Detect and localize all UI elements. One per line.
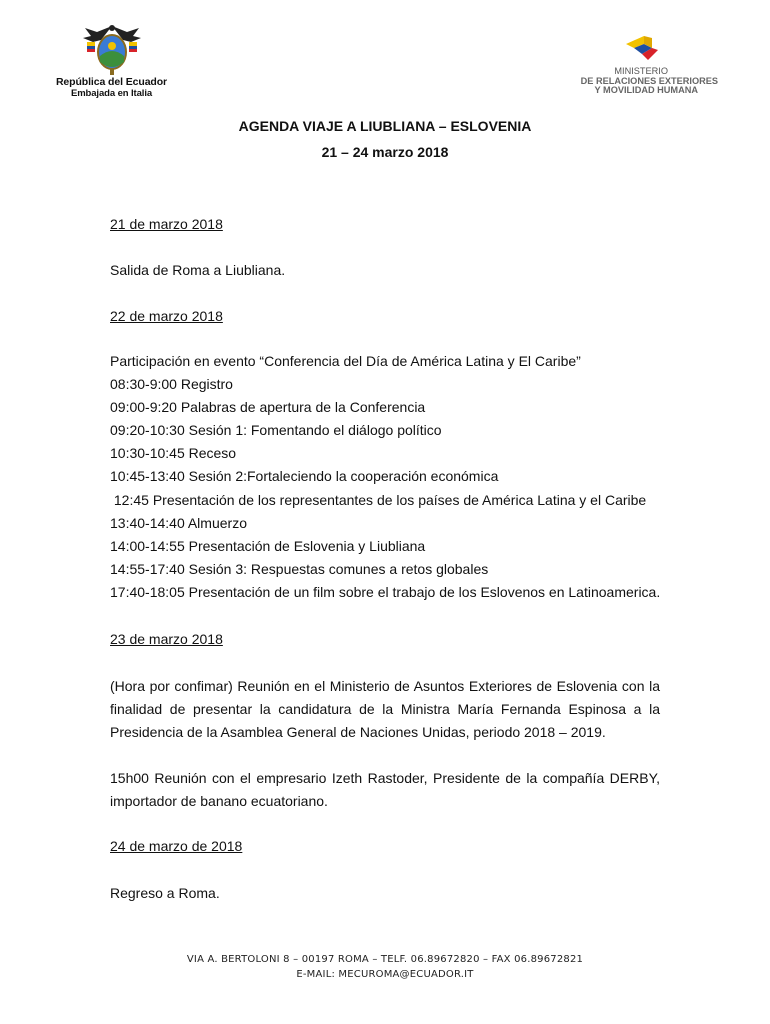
agenda-item: 13:40-14:40 Almuerzo: [110, 515, 247, 531]
ministry-line-2: DE RELACIONES EXTERIORES: [580, 75, 718, 86]
footer-email: E-MAIL: MECUROMA@ECUADOR.IT: [296, 969, 474, 980]
embassy-country: República del Ecuador: [55, 76, 168, 88]
day-heading: 22 de marzo 2018: [110, 308, 223, 324]
coat-of-arms-icon: [77, 22, 147, 76]
day-heading: 21 de marzo 2018: [110, 216, 223, 232]
agenda-item: 09:00-9:20 Palabras de apertura de la Conferencia: [110, 399, 426, 415]
day-heading: 24 de marzo de 2018: [110, 838, 243, 854]
agenda-item: Participación en evento “Conferencia del Día de América Latina y El Caribe”: [110, 353, 581, 369]
footer-address: VIA A. BERTOLONI 8 – 00197 ROMA – TELF. 06.89672820 – FAX 06.89672821: [186, 954, 584, 965]
agenda-item: 12:45 Presentación de los representantes de los países de América Latina y el Caribe: [110, 492, 647, 508]
embassy-name: Embajada en Italia: [70, 88, 153, 99]
agenda-item: 10:45-13:40 Sesión 2:Fortaleciendo la cooperación económica: [110, 468, 499, 484]
ministry-line-3: Y MOVILIDAD HUMANA: [594, 85, 698, 95]
ministry-line-1: MINISTERIO: [614, 66, 668, 76]
ministry-emblem-icon: [622, 34, 660, 68]
agenda-item: 10:30-10:45 Receso: [110, 445, 237, 461]
agenda-item: Presidencia de la Asamblea General de Naciones Unidas, periodo 2018 – 2019.: [110, 724, 606, 740]
agenda-item: 17:40-18:05 Presentación de un film sobre el trabajo de los Eslovenos en Latinoamerica.: [110, 584, 661, 600]
agenda-item: 08:30-9:00 Registro: [110, 376, 233, 392]
day-heading: 23 de marzo 2018: [110, 631, 223, 647]
agenda-item: importador de banano ecuatoriano.: [110, 793, 328, 809]
agenda-item: 15h00 Reunión con el empresario Izeth Rastoder, Presidente de la compañía DERBY,: [110, 770, 660, 786]
agenda-item: (Hora por confimar) Reunión en el Ministerio de Asuntos Exteriores de Eslovenia con la: [110, 678, 660, 694]
agenda-item: 09:20-10:30 Sesión 1: Fomentando el diálogo político: [110, 422, 442, 438]
agenda-item: Salida de Roma a Liubliana.: [110, 262, 286, 278]
agenda-item: Regreso a Roma.: [110, 885, 220, 901]
agenda-item: 14:55-17:40 Sesión 3: Respuestas comunes a retos globales: [110, 561, 489, 577]
document-dates: 21 – 24 marzo 2018: [321, 144, 449, 160]
agenda-item: finalidad de presentar la candidatura de la Ministra María Fernanda Espinosa a la: [110, 701, 660, 717]
embassy-logo: [54, 22, 169, 100]
document-title: AGENDA VIAJE A LIUBLIANA – ESLOVENIA: [238, 118, 532, 134]
agenda-item: 14:00-14:55 Presentación de Eslovenia y Liubliana: [110, 538, 426, 554]
